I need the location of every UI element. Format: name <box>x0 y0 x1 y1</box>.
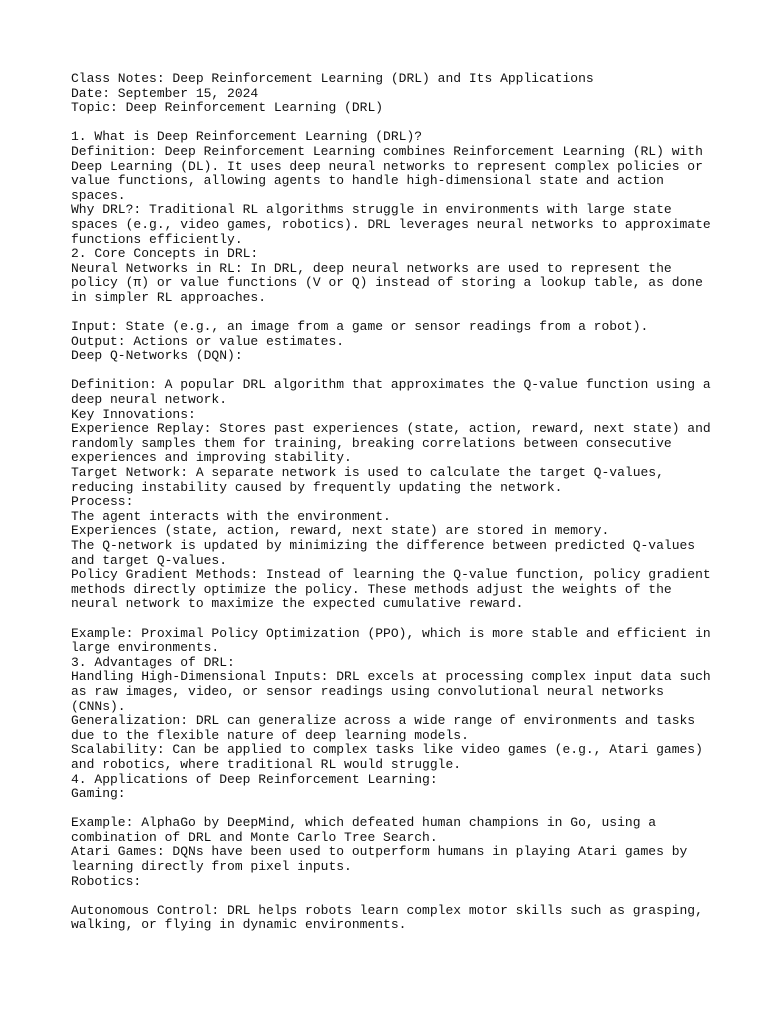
text-line: Deep Learning (DL). It uses deep neural networks to represent complex policies or <box>71 158 703 174</box>
text-line: Definition: A popular DRL algorithm that approximates the Q-value function using a <box>71 377 711 393</box>
text-line: Autonomous Control: DRL helps robots learn complex motor skills such as grasping, <box>71 902 703 918</box>
text-line: methods directly optimize the policy. These methods adjust the weights of the <box>71 581 672 597</box>
text-line: The Q-network is updated by minimizing the difference between predicted Q-values <box>71 538 696 553</box>
subsection-heading: Robotics: <box>71 873 142 889</box>
subsection-heading: Gaming: <box>71 786 126 802</box>
text-line: Why DRL?: Traditional RL algorithms struggle in environments with large state <box>71 202 672 218</box>
document-date: Date: September 15, 2024 <box>71 85 259 101</box>
text-line: Experience Replay: Stores past experiences (state, action, reward, next state) and <box>71 421 711 437</box>
text-line: as raw images, video, or sensor readings using convolutional neural networks <box>71 683 664 699</box>
blank-line <box>71 612 711 627</box>
section-advantages <box>71 656 711 773</box>
text-line: and robotics, where traditional RL would struggle. <box>71 756 462 772</box>
section-heading: 1. What is Deep Reinforcement Learning (DRL)? <box>71 129 423 145</box>
section-applications <box>71 773 711 934</box>
text-line: Generalization: DRL can generalize across a wide range of environments and tasks <box>71 713 696 729</box>
text-line: policy (π) or value functions (V or Q) instead of storing a lookup table, as done <box>71 275 703 291</box>
section-heading: 3. Advantages of DRL: <box>71 654 235 670</box>
section-heading: 4. Applications of Deep Reinforcement Learning: <box>71 771 438 787</box>
notes-document <box>71 72 711 933</box>
blank-line <box>71 306 711 321</box>
text-line: Atari Games: DQNs have been used to outperform humans in playing Atari games by <box>71 844 688 860</box>
document-title: Class Notes: Deep Reinforcement Learning (DRL) and Its Applications <box>71 71 594 86</box>
text-line: Example: Proximal Policy Optimization (PPO), which is more stable and efficient in <box>71 625 711 641</box>
text-line: Experiences (state, action, reward, next state) are stored in memory. <box>71 523 610 539</box>
text-line: deep neural network. <box>71 392 228 408</box>
blank-line <box>71 116 711 131</box>
text-line: Neural Networks in RL: In DRL, deep neural networks are used to represent the <box>71 260 672 276</box>
text-line: Key Innovations: <box>71 406 196 422</box>
text-line: value functions, allowing agents to handle high-dimensional state and action <box>71 173 664 189</box>
text-line: randomly samples them for training, breaking correlations between consecutive <box>71 435 672 451</box>
blank-line <box>71 364 711 379</box>
text-line: in simpler RL approaches. <box>71 289 267 305</box>
text-line: Scalability: Can be applied to complex tasks like video games (e.g., Atari games) <box>71 742 703 758</box>
text-line: combination of DRL and Monte Carlo Tree Search. <box>71 829 438 845</box>
text-line: neural network to maximize the expected cumulative reward. <box>71 596 524 612</box>
text-line: Definition: Deep Reinforcement Learning combines Reinforcement Learning (RL) with <box>71 143 703 159</box>
section-what-is-drl <box>71 130 711 247</box>
text-line: functions efficiently. <box>71 231 243 247</box>
document-topic: Topic: Deep Reinforcement Learning (DRL) <box>71 100 384 116</box>
text-line: and target Q-values. <box>71 552 228 568</box>
text-line: learning directly from pixel inputs. <box>71 859 352 875</box>
text-line: Policy Gradient Methods: Instead of learning the Q-value function, policy gradient <box>71 567 711 583</box>
text-line: due to the flexible nature of deep learning models. <box>71 727 469 743</box>
text-line: Target Network: A separate network is used to calculate the target Q-values, <box>71 465 664 481</box>
text-line: spaces. <box>71 187 126 203</box>
section-core-concepts <box>71 247 711 656</box>
text-line: The agent interacts with the environment. <box>71 508 391 524</box>
text-line: large environments. <box>71 640 220 656</box>
blank-line <box>71 802 711 817</box>
text-line: spaces (e.g., video games, robotics). DRL leverages neural networks to approximate <box>71 216 711 232</box>
text-line: experiences and improving stability. <box>71 450 352 466</box>
text-line: Example: AlphaGo by DeepMind, which defeated human champions in Go, using a <box>71 815 657 831</box>
text-line: Input: State (e.g., an image from a game or sensor readings from a robot). <box>71 319 649 335</box>
text-line: Process: <box>71 494 134 510</box>
text-line: Handling High-Dimensional Inputs: DRL excels at processing complex input data such <box>71 669 711 685</box>
blank-line <box>71 889 711 904</box>
section-heading: 2. Core Concepts in DRL: <box>71 246 259 262</box>
text-line: Output: Actions or value estimates. <box>71 333 345 349</box>
text-line: walking, or flying in dynamic environments. <box>71 917 407 933</box>
notes-header <box>71 72 711 116</box>
text-line: reducing instability caused by frequently updating the network. <box>71 479 563 495</box>
subsection-heading: Deep Q-Networks (DQN): <box>71 348 243 364</box>
text-line: (CNNs). <box>71 698 126 714</box>
